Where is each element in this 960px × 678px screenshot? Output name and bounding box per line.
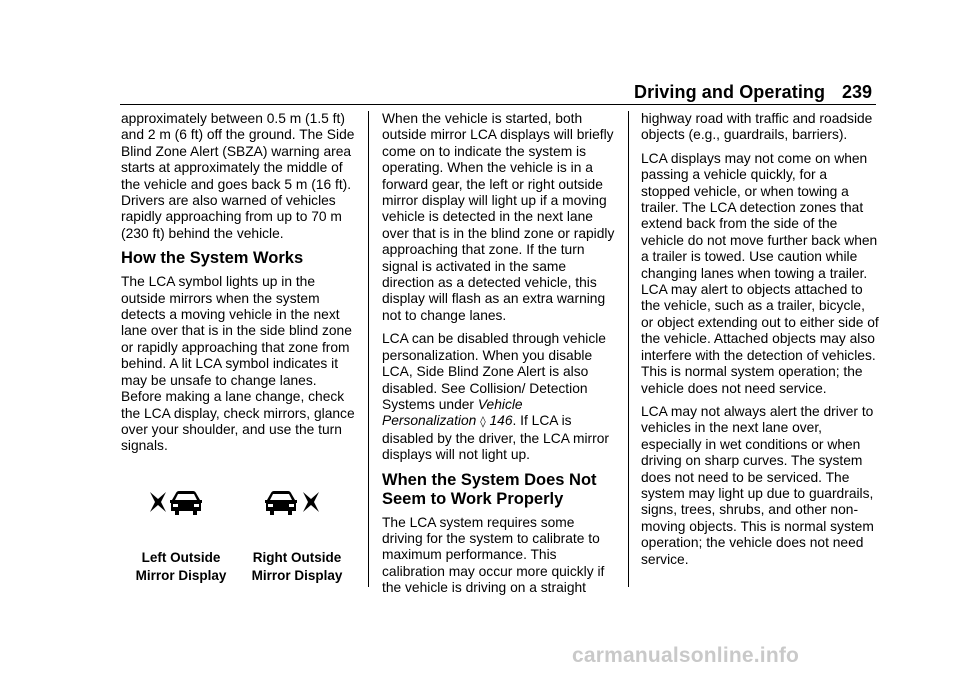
header-divider xyxy=(120,104,876,105)
page-ref-symbol: ◊ xyxy=(480,415,486,429)
column-2 xyxy=(382,111,618,604)
page-reference[interactable]: 146 xyxy=(489,413,513,429)
text-run: . If LCA is disabled by the driver, the LCA mirror displays will not light up. xyxy=(382,413,609,463)
column-divider-2 xyxy=(628,111,629,587)
paragraph: LCA may not always alert the driver to vehicles in the next lane over, especially in wet conditions or when driving on sharp curves. The system does not need to be serviced. The system may light up due to guardrails, signs, trees, shrubs, and other non-moving objects. This is normal system operation; the vehicle does not need service. xyxy=(641,403,874,567)
mirror-display-figure xyxy=(121,477,359,587)
text-run: LCA can be disabled through vehicle personalization. When you disable LCA, Side Blind Zone Alert is also disabled. See Collision/ Detection Systems under xyxy=(382,331,606,412)
paragraph: When the vehicle is started, both outside mirror LCA displays will briefly come on to indicate the system is operating. When the vehicle is in a forward gear, the left or right outside mirror display will light up if a moving vehicle is detected in the next lane over that is in the blind zone or rapidly approaching that zone. If the turn signal is activated in the same direction as a detected vehicle, this display will flash as an extra warning not to change lanes. xyxy=(382,111,615,323)
section-heading: When the System Does Not Seem to Work Properly xyxy=(382,470,597,508)
section-heading: How the System Works xyxy=(121,249,304,268)
paragraph: highway road with traffic and roadside objects (e.g., guardrails, barriers). xyxy=(641,111,873,143)
page-number: 239 xyxy=(842,82,873,102)
column-divider-1 xyxy=(368,111,369,587)
left-mirror-caption: Left Outside Mirror Display xyxy=(135,550,227,583)
paragraph xyxy=(382,331,618,463)
column-3 xyxy=(641,111,879,575)
column-1 xyxy=(121,111,359,462)
paragraph: LCA displays may not come on when passing a vehicle quickly, for a stopped vehicle, or when towing a trailer. The LCA detection zones that extend back from the side of the vehicle do not move further back when a trailer is towed. Use caution while changing lanes when towing a trailer. LCA may alert to objects attached to the vehicle, such as a trailer, bicycle, or object extending out to either side of the vehicle. Attached objects may also interfere with the detection of vehicles. This is normal system operation; the vehicle does not need service. xyxy=(641,150,879,396)
lca-right-mirror-icon xyxy=(263,490,323,518)
lca-left-mirror-icon xyxy=(148,490,208,518)
watermark: carmanualsonline.info xyxy=(572,644,800,667)
paragraph: The LCA symbol lights up in the outside mirrors when the system detects a moving vehicle in the next lane over that is in the side blind zone or rapidly approaching that zone from behind. A lit LCA symbol indicates it may be unsafe to change lanes. Before making a lane change, check the LCA display, check mirrors, glance over your shoulder, and use the turn signals. xyxy=(121,274,355,454)
section-title: Driving and Operating xyxy=(634,82,826,102)
paragraph: approximately between 0.5 m (1.5 ft) and 2 m (6 ft) off the ground. The Side Blind Zone Alert (SBZA) warning area starts at approximately the middle of the vehicle and goes back 5 m (16 ft). Drivers are also warned of vehicles rapidly approaching from up to 70 m (230 ft) behind the vehicle. xyxy=(121,111,355,241)
paragraph: The LCA system requires some driving for the system to calibrate to maximum performance. This calibration may occur more quickly if the vehicle is driving on a straight xyxy=(382,514,605,596)
right-mirror-caption: Right Outside Mirror Display xyxy=(251,550,343,583)
cross-reference-link[interactable]: Vehicle Personalization xyxy=(382,396,523,429)
